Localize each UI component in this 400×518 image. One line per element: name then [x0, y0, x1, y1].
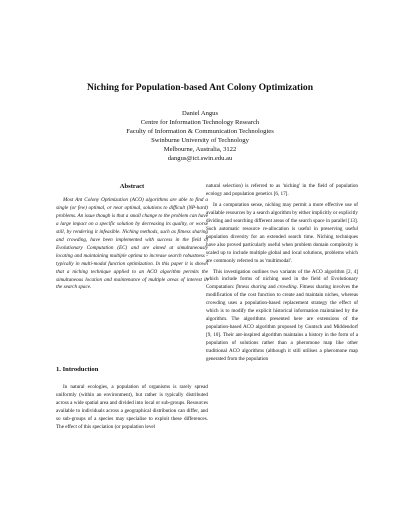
- left-column: [56, 183, 208, 432]
- investigation-text-c: . Fitness sharing involves the modification of the cost function to create and maintain niches, whereas crowding uses a population-based replacement strategy the effect of which is to modify the explicit historical information maintained by the algorithm. The algorithms presented here are extensions of the population-based ACO algorithm proposed by Guntsch and Middendorf [9, 10]. Their ant-inspired algorithm maintains a history in the form of a population of solutions rather than a pheromone map like other traditional ACO algorithms (although it still utilises a pheromone map generated from the population: [206, 284, 359, 363]
- author-location: Melbourne, Australia, 3122: [163, 145, 237, 153]
- abstract-heading: Abstract: [119, 183, 145, 190]
- introduction-heading: 1. Introduction: [56, 366, 99, 374]
- investigation-text-b: and: [266, 284, 278, 291]
- author-email: dangus@ict.swin.edu.au: [167, 154, 233, 162]
- investigation-text-a: This investigation outlines two variants of the ACO algorithm [2, 4] which include forms of niching used in the field of Evolutionary Computation:: [206, 268, 358, 291]
- author-affiliation-university: Swinburne University of Technology: [151, 136, 249, 144]
- right-column: [206, 183, 358, 364]
- introduction-paragraph: In natural ecologies, a population of organisms is rarely spread uniformly (within an environment), but rather is typically distributed across a wide spatial area and divided into local or sub-groups. Resources available to individuals across a geographical distribution can differ, and so sub-groups of a species may specialise to exploit these differences. The effect of this speciation (or population level: [56, 384, 208, 431]
- body-paragraph-niching: In a computation sense, niching may permit a more effective use of available resources by a search algorithm by either implicitly or explicitly dividing and searching different areas of the search space in parallel [13]. Such automatic resource re-allocation is useful in preserving useful population diversity for an extended search time. Niching techniques have also proved particularly useful when problem domain complexity is scaled up to include multiple global and local solutions, problems which are commonly referred to as 'multimodal'.: [206, 201, 358, 264]
- abstract-text: Most Ant Colony Optimization (ACO) algorithms are able to find a single (or few) optimal, or near optimal, solutions to difficult (NP-hard) problems. An issue though is that a small change to the problem can have a large impact on a specific solution by decreasing its quality, or worse still, by rendering it infeasible. Niching methods, such as fitness sharing and crowding, have been implemented with success in the field of Evolutionary Computation (EC) and are aimed at simultaneously locating and maintaining multiple optima to increase search robustness - typically in multi-modal function optimization. In this paper it is shown that a niching technique applied to an ACO algorithm permits the simultaneous location and maintenance of multiple areas of interest in the search space.: [56, 197, 208, 291]
- paper-title: Niching for Population-based Ant Colony Optimization: [86, 82, 314, 93]
- author-affiliation-faculty: Faculty of Information & Communication Technologies: [126, 127, 274, 135]
- body-paragraph-continued: natural selection) is referred to as 'niching' in the field of population ecology and population genetics [6, 17].: [206, 183, 358, 197]
- fitness-sharing-term: fitness sharing: [235, 284, 267, 291]
- author-block: [0, 110, 400, 163]
- author-name: Daniel Angus: [181, 110, 219, 117]
- crowding-term: crowding: [277, 284, 297, 291]
- author-affiliation-centre: Centre for Information Technology Research: [140, 118, 260, 126]
- body-paragraph-investigation: [206, 269, 358, 364]
